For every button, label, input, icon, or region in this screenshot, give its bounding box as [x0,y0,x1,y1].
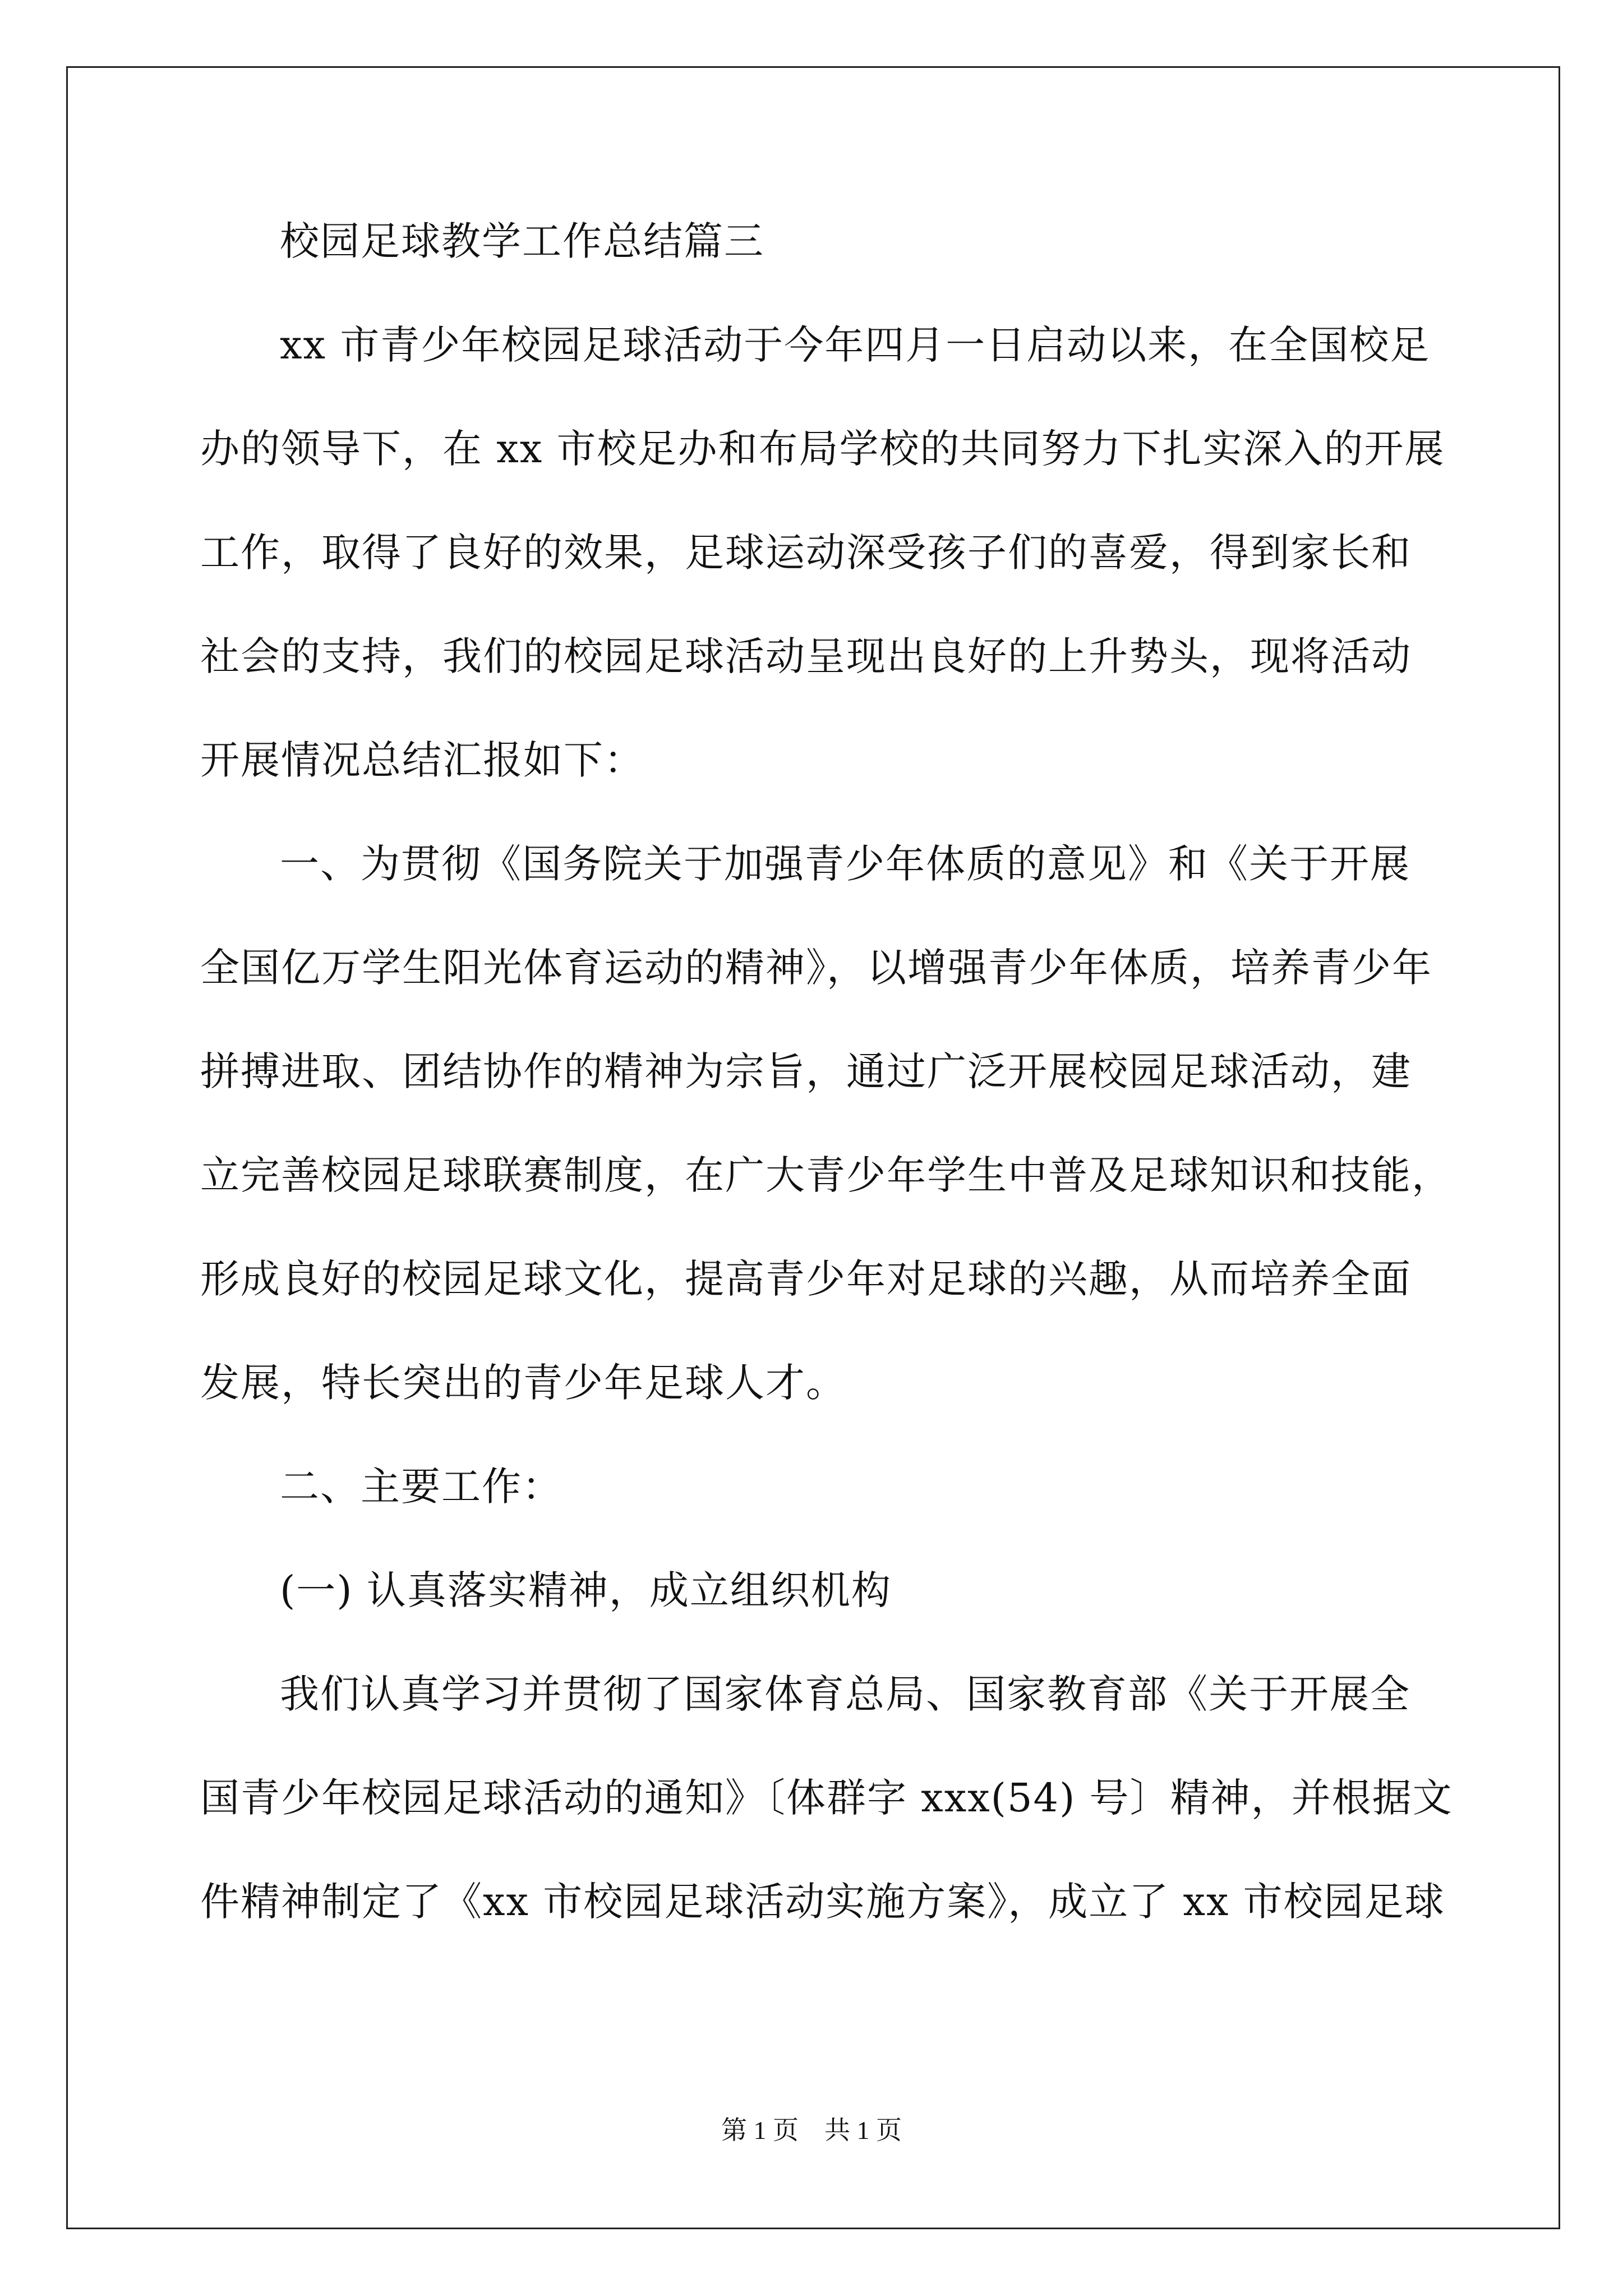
paragraph-line: 工作，取得了良好的效果，足球运动深受孩子们的喜爱，得到家长和 [200,530,1412,576]
page-footer: 第 1 页 共 1 页 [721,2116,902,2145]
paragraph-line: 形成良好的校园足球文化，提高青少年对足球的兴趣，从而培养全面 [200,1256,1412,1302]
section-heading: 二、主要工作： [280,1464,562,1510]
paragraph-line: 拼搏进取、团结协作的精神为宗旨，通过广泛开展校园足球活动，建 [200,1048,1412,1094]
paragraph-line: 社会的支持，我们的校园足球活动呈现出良好的上升势头，现将活动 [200,633,1412,679]
paragraph-line: 办的领导下，在 xx 市校足办和布局学校的共同努力下扎实深入的开展 [200,426,1445,472]
paragraph-line: 我们认真学习并贯彻了国家体育总局、国家教育部《关于开展全 [280,1671,1410,1717]
paragraph-line: xx 市青少年校园足球活动于今年四月一日启动以来，在全国校足 [280,322,1431,368]
document-title: 校园足球教学工作总结篇三 [280,218,764,264]
paragraph-line: 开展情况总结汇报如下： [200,737,644,783]
paragraph-line: 发展，特长突出的青少年足球人才。 [200,1360,846,1406]
paragraph-line: 立完善校园足球联赛制度，在广大青少年学生中普及足球知识和技能， [200,1152,1452,1198]
paragraph-line: 国青少年校园足球活动的通知》〔体群字 xxx(54) 号〕精神，并根据文 [200,1775,1453,1821]
paragraph-line: 一、为贯彻《国务院关于加强青少年体质的意见》和《关于开展 [280,841,1410,887]
paragraph-line: 全国亿万学生阳光体育运动的精神》，以增强青少年体质，培养青少年 [200,945,1432,991]
subsection-heading: (一) 认真落实精神，成立组织机构 [280,1567,892,1613]
paragraph-line: 件精神制定了《xx 市校园足球活动实施方案》，成立了 xx 市校园足球 [200,1879,1445,1925]
